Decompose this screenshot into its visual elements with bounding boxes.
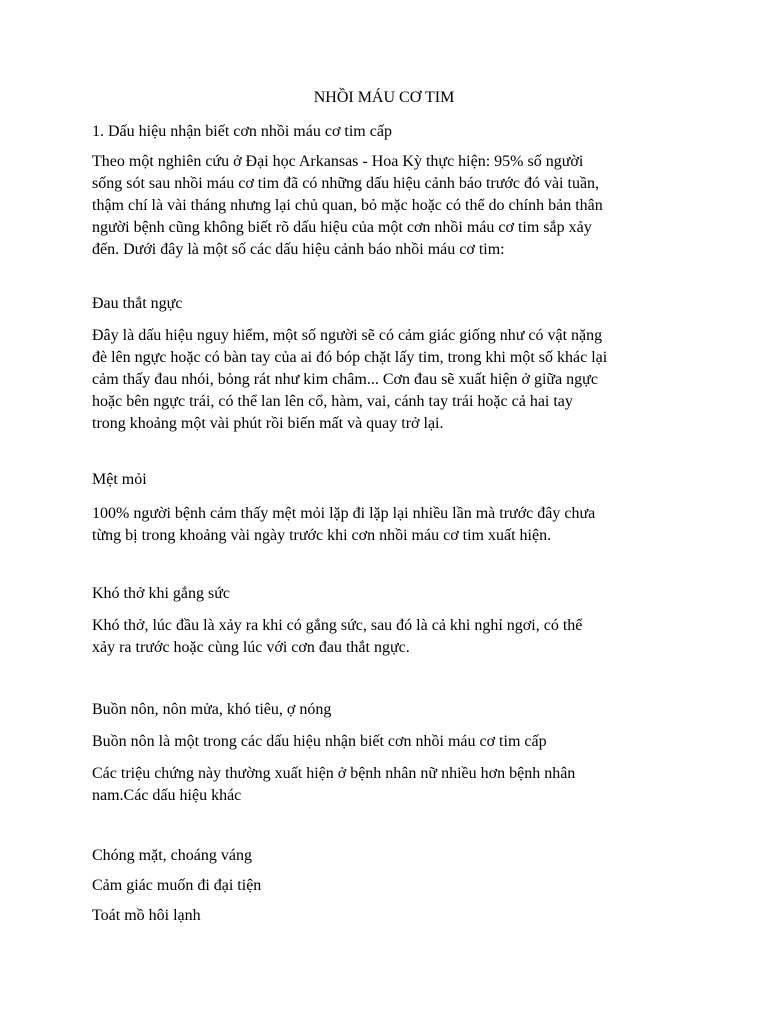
chest-pain-line: Đây là dấu hiệu nguy hiểm, một số người sẽ có cảm giác giống như có vật nặng [92,327,603,344]
intro-line: thậm chí là vài tháng nhưng lại chủ quan, bỏ mặc hoặc có thể do chính bản thân [92,197,603,214]
intro-line: sống sót sau nhồi máu cơ tim đã có những dấu hiệu cảnh báo trước đó vài tuần, [92,175,600,192]
breathless-line: xảy ra trước hoặc cùng lúc với cơn đau thắt ngực. [92,639,410,656]
nausea-heading: Buồn nôn, nôn mửa, khó tiêu, ợ nóng [92,701,332,718]
chest-pain-heading: Đau thắt ngực [92,295,183,312]
chest-pain-line: hoặc bên ngực trái, có thể lan lên cổ, hàm, vai, cánh tay trái hoặc cả hai tay [92,393,573,410]
other-sign-item: Cảm giác muốn đi đại tiện [92,877,262,894]
document-title: NHỒI MÁU CƠ TIM [313,89,455,106]
chest-pain-line: đè lên ngực hoặc có bàn tay của ai đó bóp chặt lấy tim, trong khi một số khác lại [92,349,608,366]
nausea-line: Các triệu chứng này thường xuất hiện ở bệnh nhân nữ nhiều hơn bệnh nhân [92,765,576,782]
nausea-line: Buồn nôn là một trong các dấu hiệu nhận biết cơn nhồi máu cơ tim cấp [92,733,547,750]
chest-pain-line: cảm thấy đau nhói, bỏng rát như kim châm... Cơn đau sẽ xuất hiện ở giữa ngực [92,371,598,388]
other-sign-item: Chóng mặt, choáng váng [92,847,252,864]
nausea-line: nam.Các dấu hiệu khác [92,787,242,804]
intro-line: đến. Dưới đây là một số các dấu hiệu cảnh báo nhồi máu cơ tim: [92,241,505,258]
breathless-line: Khó thở, lúc đầu là xảy ra khi có gắng sức, sau đó là cả khi nghỉ ngơi, có thể [92,617,583,634]
fatigue-line: 100% người bệnh cảm thấy mệt mỏi lặp đi lặp lại nhiều lần mà trước đây chưa [92,505,596,522]
intro-line: người bệnh cũng không biết rõ dấu hiệu của một cơn nhồi máu cơ tim sắp xảy [92,219,592,236]
section-heading: 1. Dấu hiệu nhận biết cơn nhồi máu cơ tim cấp [92,123,392,140]
fatigue-heading: Mệt mỏi [92,471,147,488]
intro-line: Theo một nghiên cứu ở Đại học Arkansas - Hoa Kỳ thực hiện: 95% số người [92,153,584,170]
other-sign-item: Toát mồ hôi lạnh [92,907,201,924]
breathless-heading: Khó thở khi gắng sức [92,585,231,602]
chest-pain-line: trong khoảng một vài phút rồi biến mất và quay trở lại. [92,415,444,432]
fatigue-line: từng bị trong khoảng vài ngày trước khi cơn nhồi máu cơ tim xuất hiện. [92,527,552,544]
